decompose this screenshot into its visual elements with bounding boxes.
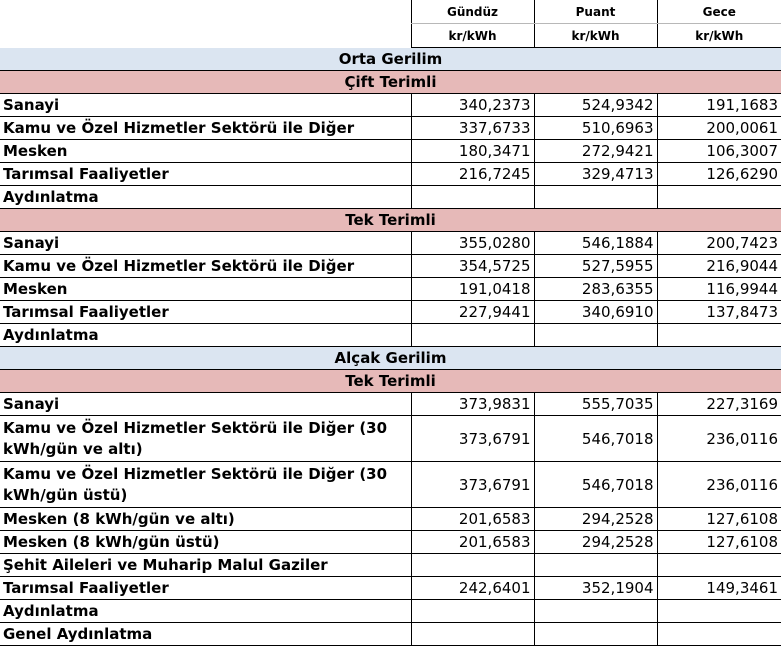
table-row (0, 554, 781, 577)
value-cell-gece (657, 554, 781, 577)
section-header-row (0, 209, 781, 232)
row-label: Mesken (0, 278, 411, 301)
value-cell-puant: 340,6910 (534, 301, 657, 324)
value-cell-puant: 524,9342 (534, 94, 657, 117)
header-gece: Gece (657, 0, 781, 24)
row-label: Sanayi (0, 94, 411, 117)
value-cell-gece (657, 324, 781, 347)
value-cell-gece: 126,6290 (657, 163, 781, 186)
value-cell-gunduz: 242,6401 (411, 577, 534, 600)
value-cell-puant: 546,7018 (534, 462, 657, 508)
row-label: Tarımsal Faaliyetler (0, 301, 411, 324)
value-cell-gece (657, 600, 781, 623)
value-cell-gece (657, 186, 781, 209)
value-cell-gunduz (411, 324, 534, 347)
section-header-row (0, 48, 781, 71)
value-cell-gece (657, 623, 781, 646)
table-row (0, 393, 781, 416)
value-cell-gunduz: 201,6583 (411, 531, 534, 554)
value-cell-gunduz: 227,9441 (411, 301, 534, 324)
row-label: Şehit Aileleri ve Muharip Malul Gaziler (0, 554, 411, 577)
value-cell-puant: 283,6355 (534, 278, 657, 301)
value-cell-puant: 272,9421 (534, 140, 657, 163)
value-cell-gunduz: 354,5725 (411, 255, 534, 278)
table-row (0, 577, 781, 600)
value-cell-puant (534, 600, 657, 623)
value-cell-gece: 200,7423 (657, 232, 781, 255)
value-cell-gunduz: 355,0280 (411, 232, 534, 255)
value-cell-gece: 127,6108 (657, 531, 781, 554)
value-cell-puant: 294,2528 (534, 531, 657, 554)
table-row (0, 232, 781, 255)
value-cell-puant: 510,6963 (534, 117, 657, 140)
section-title: Çift Terimli (0, 71, 781, 94)
row-label: Sanayi (0, 232, 411, 255)
row-label: Mesken (0, 140, 411, 163)
value-cell-gunduz: 191,0418 (411, 278, 534, 301)
table-row (0, 163, 781, 186)
table-body (0, 48, 781, 646)
value-cell-gunduz: 216,7245 (411, 163, 534, 186)
section-title: Tek Terimli (0, 370, 781, 393)
value-cell-gece: 216,9044 (657, 255, 781, 278)
value-cell-gece: 137,8473 (657, 301, 781, 324)
row-label: Tarımsal Faaliyetler (0, 577, 411, 600)
table-row (0, 301, 781, 324)
value-cell-puant: 546,1884 (534, 232, 657, 255)
value-cell-puant (534, 324, 657, 347)
value-cell-puant: 352,1904 (534, 577, 657, 600)
value-cell-puant (534, 186, 657, 209)
value-cell-puant: 294,2528 (534, 508, 657, 531)
unit-puant: kr/kWh (534, 24, 657, 48)
table-row (0, 508, 781, 531)
value-cell-gece: 236,0116 (657, 462, 781, 508)
value-cell-gunduz: 340,2373 (411, 94, 534, 117)
header-puant: Puant (534, 0, 657, 24)
section-title: Orta Gerilim (0, 48, 781, 71)
table-row (0, 531, 781, 554)
row-label: Tarımsal Faaliyetler (0, 163, 411, 186)
section-title: Tek Terimli (0, 209, 781, 232)
value-cell-gece: 106,3007 (657, 140, 781, 163)
value-cell-puant: 527,5955 (534, 255, 657, 278)
table-row (0, 94, 781, 117)
value-cell-gece: 236,0116 (657, 416, 781, 462)
row-label: Aydınlatma (0, 324, 411, 347)
table-row (0, 255, 781, 278)
value-cell-gunduz (411, 186, 534, 209)
row-label: Kamu ve Özel Hizmetler Sektörü ile Diğer (0, 117, 411, 140)
value-cell-gece: 200,0061 (657, 117, 781, 140)
value-cell-puant (534, 554, 657, 577)
row-label: Aydınlatma (0, 600, 411, 623)
value-cell-gunduz (411, 554, 534, 577)
value-cell-gunduz: 180,3471 (411, 140, 534, 163)
section-title: Alçak Gerilim (0, 347, 781, 370)
table-row (0, 278, 781, 301)
value-cell-puant (534, 623, 657, 646)
value-cell-gunduz (411, 600, 534, 623)
table-row (0, 462, 781, 508)
value-cell-gunduz (411, 623, 534, 646)
section-header-row (0, 347, 781, 370)
header-row-units (0, 24, 781, 48)
value-cell-gece: 191,1683 (657, 94, 781, 117)
value-cell-gunduz: 373,9831 (411, 393, 534, 416)
table-row (0, 324, 781, 347)
value-cell-gece: 149,3461 (657, 577, 781, 600)
value-cell-gunduz: 337,6733 (411, 117, 534, 140)
row-label: Genel Aydınlatma (0, 623, 411, 646)
value-cell-gunduz: 373,6791 (411, 416, 534, 462)
table-row (0, 117, 781, 140)
value-cell-gunduz: 373,6791 (411, 462, 534, 508)
section-header-row (0, 370, 781, 393)
header-blank-cell (0, 0, 411, 24)
row-label: Kamu ve Özel Hizmetler Sektörü ile Diğer (30 kWh/gün ve altı) (0, 416, 411, 462)
value-cell-gece: 127,6108 (657, 508, 781, 531)
section-header-row (0, 71, 781, 94)
header-gunduz: Gündüz (411, 0, 534, 24)
row-label: Aydınlatma (0, 186, 411, 209)
unit-gece: kr/kWh (657, 24, 781, 48)
header-row-periods (0, 0, 781, 24)
table-row (0, 623, 781, 646)
value-cell-puant: 329,4713 (534, 163, 657, 186)
value-cell-gunduz: 201,6583 (411, 508, 534, 531)
row-label: Kamu ve Özel Hizmetler Sektörü ile Diğer (0, 255, 411, 278)
row-label: Kamu ve Özel Hizmetler Sektörü ile Diğer (30 kWh/gün üstü) (0, 462, 411, 508)
header-blank-cell (0, 24, 411, 48)
unit-gunduz: kr/kWh (411, 24, 534, 48)
table-row (0, 416, 781, 462)
table-row (0, 140, 781, 163)
table-row (0, 600, 781, 623)
value-cell-gece: 116,9944 (657, 278, 781, 301)
value-cell-gece: 227,3169 (657, 393, 781, 416)
row-label: Sanayi (0, 393, 411, 416)
value-cell-puant: 555,7035 (534, 393, 657, 416)
row-label: Mesken (8 kWh/gün ve altı) (0, 508, 411, 531)
row-label: Mesken (8 kWh/gün üstü) (0, 531, 411, 554)
value-cell-puant: 546,7018 (534, 416, 657, 462)
table-row (0, 186, 781, 209)
